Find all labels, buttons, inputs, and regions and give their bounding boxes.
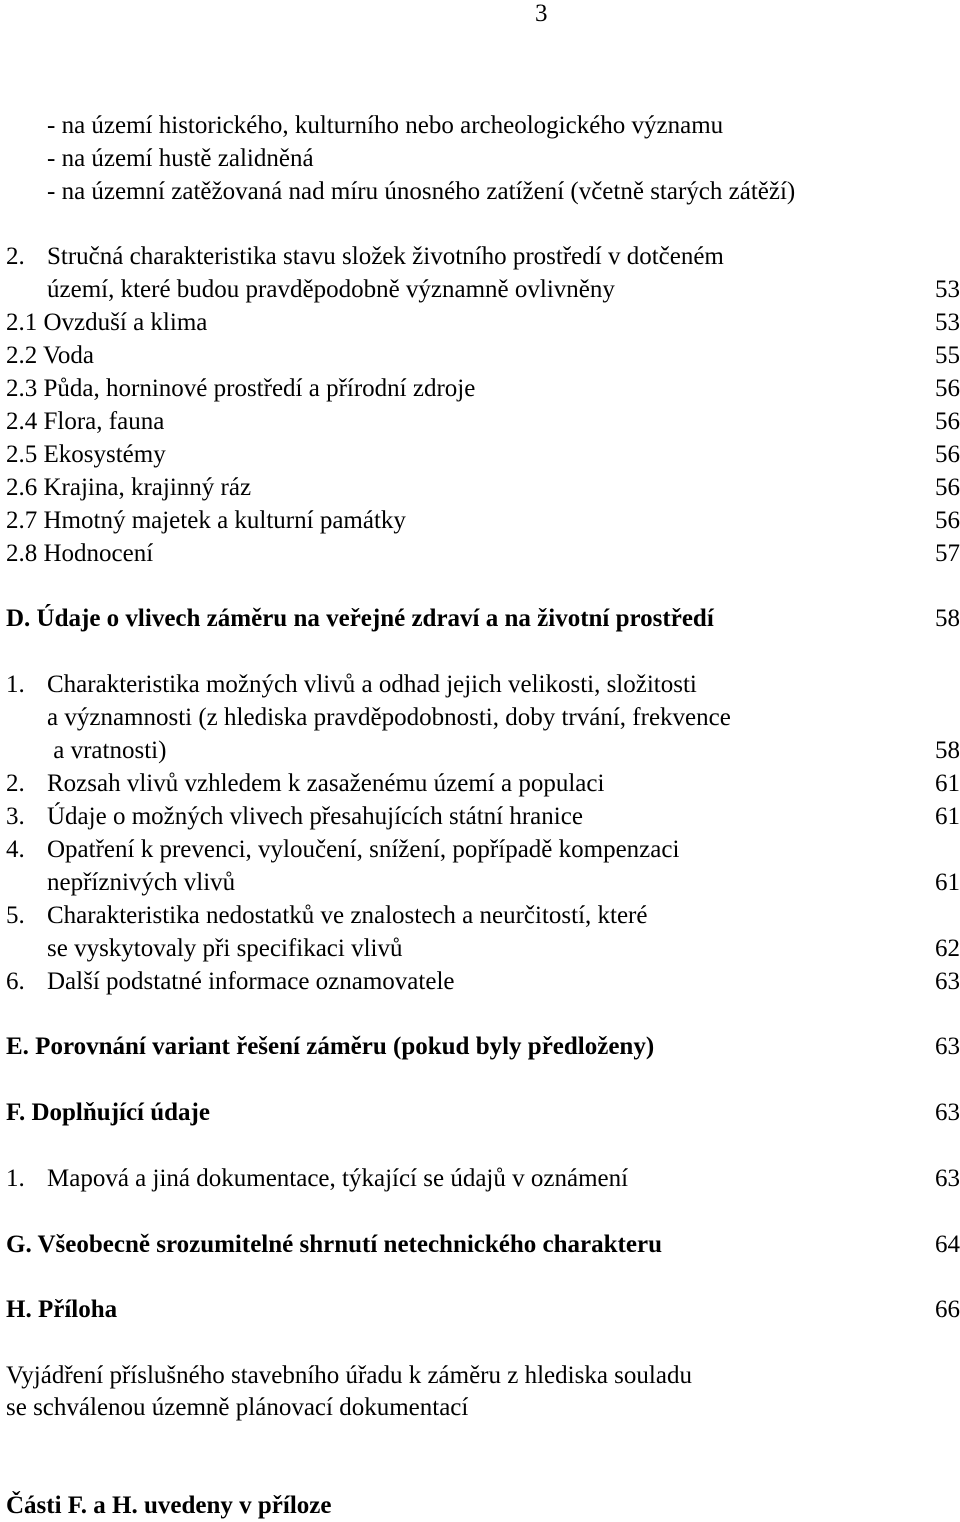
page-number: 3: [535, 0, 548, 27]
note-text: se schválenou územně plánovací dokumentací: [6, 1394, 469, 1421]
toc-page: 55: [935, 342, 960, 369]
toc-label: Charakteristika nedostatků ve znalostech a neurčitostí, které: [47, 902, 648, 929]
toc-label: Mapová a jiná dokumentace, týkající se údajů v oznámení: [47, 1165, 629, 1192]
note-text: Vyjádření příslušného stavebního úřadu k záměru z hlediska souladu: [6, 1362, 692, 1389]
section-heading-text: G. Všeobecně srozumitelné shrnutí netechnického charakteru: [6, 1231, 662, 1258]
section-heading-text: E. Porovnání variant řešení záměru (pokud byly předloženy): [6, 1033, 655, 1060]
toc-entry: [0, 668, 960, 701]
toc-page: 63: [935, 1033, 960, 1060]
toc-entry: [0, 767, 960, 800]
toc-page: 61: [935, 869, 960, 896]
toc-page: 61: [935, 770, 960, 797]
bullet-text: - na území hustě zalidněná: [47, 145, 314, 172]
toc-entry: [0, 833, 960, 866]
toc-label: a vratnosti): [47, 737, 167, 764]
toc-number: 3.: [6, 803, 25, 830]
toc-number: 2.: [6, 243, 25, 270]
toc-page: 66: [935, 1296, 960, 1323]
bullet-line: [0, 142, 960, 175]
toc-label: Stručná charakteristika stavu složek životního prostředí v dotčeném: [47, 243, 724, 270]
toc-label: a významnosti (z hlediska pravděpodobnosti, doby trvání, frekvence: [47, 704, 731, 731]
toc-entry-cont: [0, 932, 960, 965]
toc-entry-2: [0, 240, 960, 273]
toc-page: 57: [935, 540, 960, 567]
toc-entry-2-cont: [0, 273, 960, 306]
toc-label: Opatření k prevenci, vyloučení, snížení, popřípadě kompenzaci: [47, 836, 680, 863]
toc-subentry: [0, 339, 960, 372]
toc-page: 53: [935, 276, 960, 303]
toc-entry: [0, 965, 960, 998]
toc-number: 5.: [6, 902, 25, 929]
section-heading-h: [0, 1293, 960, 1326]
toc-label: území, které budou pravděpodobně významně ovlivněny: [47, 276, 615, 303]
section-heading-text: H. Příloha: [6, 1296, 118, 1323]
toc-label: 2.1 Ovzduší a klima: [6, 309, 208, 336]
toc-page: 56: [935, 474, 960, 501]
toc-subentry: [0, 438, 960, 471]
section-heading-f: [0, 1096, 960, 1129]
section-heading-g: [0, 1228, 960, 1261]
toc-page: 56: [935, 408, 960, 435]
toc-entry-cont: [0, 701, 960, 734]
note-line: [0, 1359, 960, 1392]
section-heading-e: [0, 1030, 960, 1063]
toc-entry: [0, 899, 960, 932]
bullet-text: - na území historického, kulturního nebo archeologického významu: [47, 112, 724, 139]
toc-page: 56: [935, 507, 960, 534]
bullet-line: [0, 109, 960, 142]
bullet-line: [0, 175, 960, 208]
toc-subentry: [0, 537, 960, 570]
toc-page: 64: [935, 1231, 960, 1258]
toc-subentry: [0, 504, 960, 537]
toc-label: se vyskytovaly při specifikaci vlivů: [47, 935, 403, 962]
toc-label: nepříznivých vlivů: [47, 869, 236, 896]
toc-page: 53: [935, 309, 960, 336]
section-heading-d: [0, 602, 960, 635]
toc-subentry: [0, 471, 960, 504]
section-heading-text: F. Doplňující údaje: [6, 1099, 210, 1126]
toc-label: Rozsah vlivů vzhledem k zasaženému území a populaci: [47, 770, 605, 797]
toc-page: 62: [935, 935, 960, 962]
toc-subentry: [0, 405, 960, 438]
toc-entry: [0, 800, 960, 833]
toc-entry: [0, 1162, 960, 1195]
toc-label: 2.2 Voda: [6, 342, 94, 369]
toc-number: 2.: [6, 770, 25, 797]
toc-page: 61: [935, 803, 960, 830]
toc-number: 1.: [6, 671, 25, 698]
toc-label: 2.8 Hodnocení: [6, 540, 154, 567]
section-heading-text: D. Údaje o vlivech záměru na veřejné zdraví a na životní prostředí: [6, 605, 714, 632]
toc-label: Údaje o možných vlivech přesahujících státní hranice: [47, 803, 583, 830]
toc-page: 56: [935, 441, 960, 468]
toc-label: 2.5 Ekosystémy: [6, 441, 166, 468]
toc-number: 6.: [6, 968, 25, 995]
toc-label: 2.6 Krajina, krajinný ráz: [6, 474, 252, 501]
toc-label: 2.7 Hmotný majetek a kulturní památky: [6, 507, 406, 534]
toc-entry-cont: [0, 866, 960, 899]
toc-page: 56: [935, 375, 960, 402]
toc-page: 63: [935, 1165, 960, 1192]
toc-label: 2.3 Půda, horninové prostředí a přírodní zdroje: [6, 375, 476, 402]
toc-subentry: [0, 372, 960, 405]
toc-number: 1.: [6, 1165, 25, 1192]
toc-page: 58: [935, 737, 960, 764]
footer-text: Části F. a H. uvedeny v příloze: [6, 1492, 332, 1519]
toc-page: 63: [935, 968, 960, 995]
toc-label: Další podstatné informace oznamovatele: [47, 968, 455, 995]
toc-label: Charakteristika možných vlivů a odhad jejich velikosti, složitosti: [47, 671, 697, 698]
note-line: [0, 1391, 960, 1424]
bullet-text: - na územní zatěžovaná nad míru únosného zatížení (včetně starých zátěží): [47, 178, 796, 205]
toc-number: 4.: [6, 836, 25, 863]
toc-label: 2.4 Flora, fauna: [6, 408, 165, 435]
footer-note: [0, 1489, 960, 1522]
toc-entry-cont: [0, 734, 960, 767]
toc-page: 63: [935, 1099, 960, 1126]
toc-page: 58: [935, 605, 960, 632]
toc-subentry: [0, 306, 960, 339]
